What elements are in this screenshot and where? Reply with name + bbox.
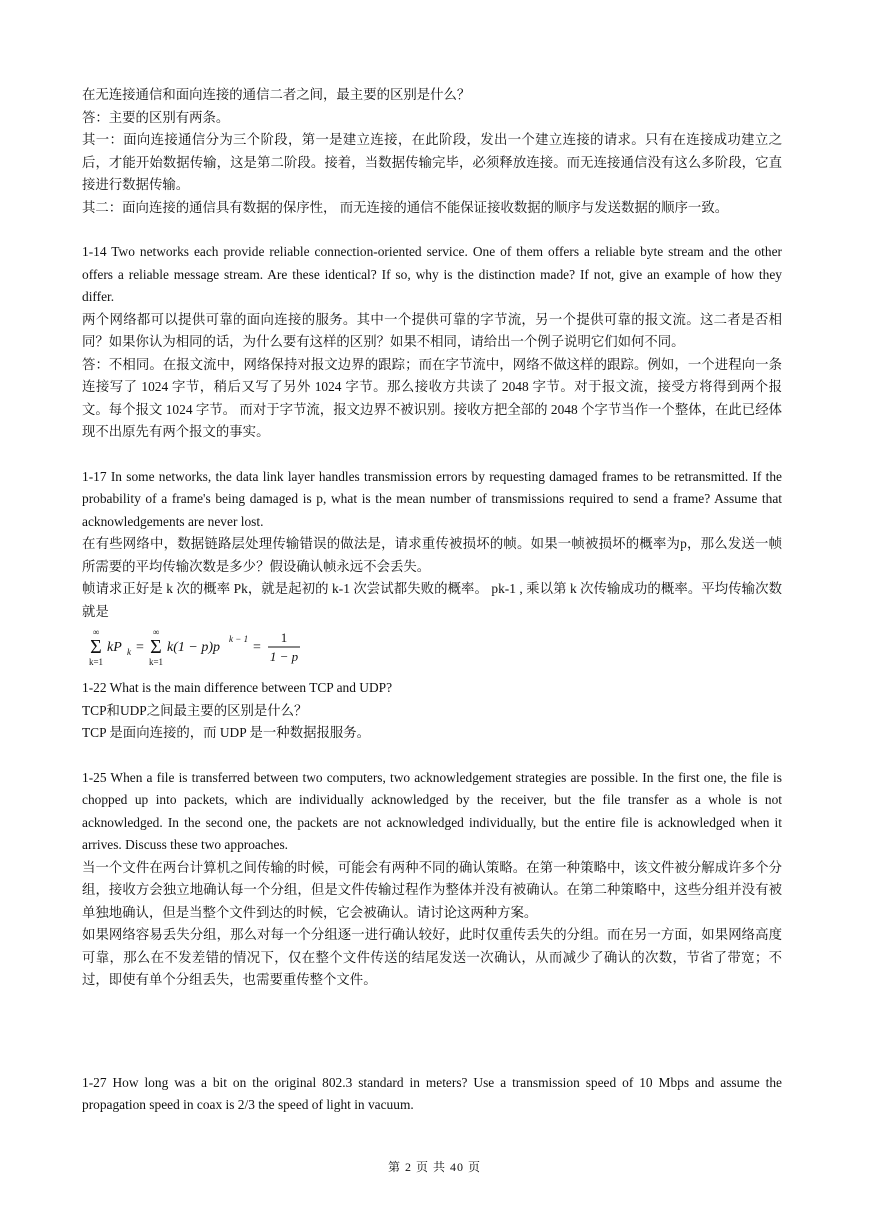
lhs-sub: k (127, 647, 131, 657)
rhs-term: k(1 − p)p (167, 640, 220, 655)
question-chinese: 在有些网络中，数据链路层处理传输错误的做法是，请求重传被损坏的帧。如果一帧被损坏的概率为p，那么发送一帧所需要的平均传输次数是多少？假设确认帧永远不会丢失。 (82, 536, 782, 574)
sum-lower-2: k=1 (148, 657, 164, 667)
answer-text: 如果网络容易丢失分组，那么对每一个分组逐一进行确认较好，此时仅重传丢失的分组。而在另一方面，如果网络高度可靠，那么在不发差错的情况下，仅在整个文件传送的结尾发送一次确认，从而减少了确认的次数，节省了带宽；不过，即使有单个分组丢失，也需要重传整个文件。 (82, 927, 782, 987)
mean-transmissions-formula (86, 627, 782, 669)
sigma-1: Σ (90, 636, 102, 658)
question-english: 1-14 Two networks each provide reliable connection-oriented service. One of them offers a reliable byte stream and the other offers a reliable message stream. Are these identical? If so, why is the distinction made? If not, give an example of how they differ. (82, 244, 782, 304)
frac-denominator: 1 − p (269, 649, 299, 664)
document-page (82, 84, 782, 1117)
question-english: 1-17 In some networks, the data link layer handles transmission errors by requesting damaged frames to be retransmitted. If the probability of a frame's being damaged is p, what is the mean number of transmissions required to send a frame? Assume that acknowledgements are never lost. (82, 468, 782, 529)
question-english: 1-27 How long was a bit on the original 802.3 standard in meters? Use a transmission speed of 10 Mbps and assume the propagation speed in coax is 2/3 the speed of light in vacuum. (82, 1074, 782, 1112)
lhs-term: kP (107, 640, 122, 655)
section-connection-difference (82, 84, 782, 219)
section-1-17 (82, 466, 782, 670)
section-1-25 (82, 767, 782, 992)
question-chinese: 当一个文件在两台计算机之间传输的时候，可能会有两种不同的确认策略。在第一种策略中，该文件被分解成许多个分组，接收方会独立地确认每一个分组，但是文件传输过程作为整体并没有被确认。在第二种策略中，这些分组并没有被单独地确认，但是当整个文件到达的时候，它会被确认。请讨论这两种方案。 (82, 859, 782, 920)
answer-text: 答：不相同。在报文流中，网络保持对报文边界的跟踪；而在字节流中，网络不做这样的跟踪。例如，一个进程向一条连接写了 1024 字节，稍后又写了另外 1024 字节。那么接收方共读了 2048 字节。对于报文流，接受方将得到两个报文。每个报文 1024 字节。 而对于字节流，报文边界不被识别。接收方把全部的 2048 个字节当作一个整体，在此已经体现不出原先有两个报文的事实。 (82, 356, 782, 439)
answer-text: 帧请求正好是 k 次的概率 Pk，就是起初的 k-1 次尝试都失败的概率。 pk-1 , 乘以第 k 次传输成功的概率。平均传输次数就是 (82, 581, 782, 619)
sum-upper-2: ∞ (152, 627, 160, 637)
question-chinese: TCP和UDP之间最主要的区别是什么？ (82, 702, 308, 718)
question-chinese: 两个网络都可以提供可靠的面向连接的服务。其中一个提供可靠的字节流，另一个提供可靠的报文流。这二者是否相同？如果你认为相同的话，为什么要有这样的区别？如果不相同，请给出一个例子说明它们如何不同。 (82, 311, 782, 349)
question-text: 在无连接通信和面向连接的通信二者之间，最主要的区别是什么？ (82, 87, 471, 102)
answer-lead: 答：主要的区别有两条。 (82, 109, 230, 125)
section-1-27 (82, 1072, 782, 1117)
page-footer: 第 2 页 共 40 页 (387, 1160, 481, 1174)
answer-point-1: 其一：面向连接通信分为三个阶段，第一是建立连接，在此阶段，发出一个建立连接的请求。只有在连接成功建立之后，才能开始数据传输，这是第二阶段。接着，当数据传输完毕，必须释放连接。而无连接通信没有这么多阶段，它直接进行数据传输。 (82, 132, 782, 192)
question-english: 1-22 What is the main difference between TCP and UDP? (82, 680, 393, 695)
section-1-22 (82, 677, 782, 745)
equals-2: = (253, 640, 261, 655)
answer-point-2: 其二：面向连接的通信具有数据的保序性， 而无连接的通信不能保证接收数据的顺序与发送数据的顺序一致。 (82, 199, 729, 215)
rhs-exp: k − 1 (229, 634, 249, 644)
section-1-14 (82, 241, 782, 444)
answer-text: TCP 是面向连接的，而 UDP 是一种数据报服务。 (82, 725, 371, 740)
frac-numerator: 1 (280, 630, 288, 645)
sigma-2: Σ (150, 636, 162, 658)
question-english: 1-25 When a file is transferred between two computers, two acknowledgement strategies are possible. In the first one, the file is chopped up into packets, which are individually acknowledged by the receiver, but the file transfer as a whole is not acknowledged. In the second one, the packets are not acknowledged individually, but the entire file is acknowledged when it arrives. Discuss these two approaches. (82, 769, 782, 852)
equals-1: = (136, 640, 144, 655)
sum-upper-1: ∞ (92, 627, 100, 637)
sum-lower-1: k=1 (88, 657, 104, 667)
